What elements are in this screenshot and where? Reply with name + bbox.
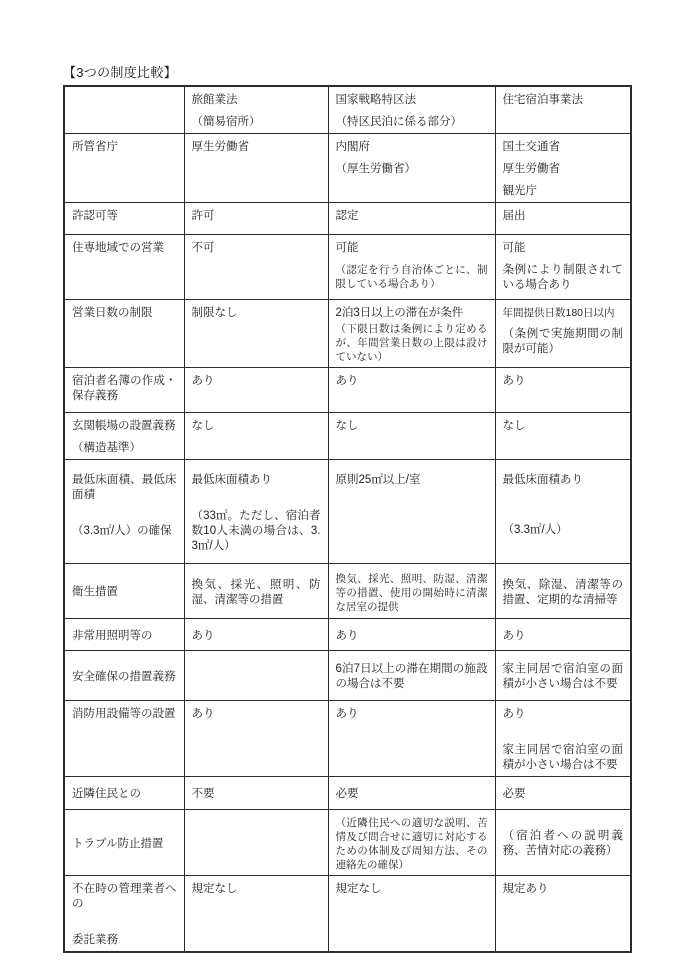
row-label-absentee-management-text: 不在時の管理業者への bbox=[72, 883, 177, 910]
table-row-hygiene bbox=[64, 564, 631, 619]
cell-minimum-floor-area-hotel-business-act bbox=[184, 460, 328, 564]
row-label-trouble-prevention-text: トラブル防止措置 bbox=[72, 837, 164, 850]
table-header-row bbox=[64, 86, 631, 134]
document-title: 【3つの制度比較】 bbox=[63, 65, 177, 80]
row-label-jurisdiction bbox=[64, 134, 184, 203]
cell-guest-register-home-sharing-act bbox=[495, 368, 631, 413]
cell-business-days-limit-strategic-zone-act bbox=[328, 300, 495, 368]
cell-minimum-floor-area-home-sharing-act bbox=[495, 460, 631, 564]
cell-jurisdiction-strategic-zone-act-text: （厚生労働省） bbox=[335, 163, 416, 175]
cell-jurisdiction-home-sharing-act-text: 国土交通省 bbox=[502, 141, 560, 153]
cell-residential-zone-operation-strategic-zone-act bbox=[328, 235, 495, 300]
row-label-business-days-limit bbox=[64, 300, 184, 368]
row-label-residential-zone-operation bbox=[64, 235, 184, 300]
cell-trouble-prevention-home-sharing-act bbox=[495, 810, 631, 876]
cell-emergency-lighting-home-sharing-act bbox=[495, 619, 631, 651]
row-label-minimum-floor-area-text: （3.3㎡/人）の確保 bbox=[72, 525, 172, 537]
cell-safety-measures-strategic-zone-act bbox=[328, 651, 495, 701]
cell-business-days-limit-hotel-business-act-text: 制限なし bbox=[191, 307, 238, 319]
blank-line bbox=[503, 495, 624, 502]
row-label-licensing-text: 許認可等 bbox=[72, 210, 118, 222]
cell-licensing-strategic-zone-act bbox=[328, 203, 495, 235]
cell-jurisdiction-strategic-zone-act bbox=[328, 134, 495, 203]
cell-fire-equipment-home-sharing-act bbox=[495, 701, 631, 777]
cell-emergency-lighting-strategic-zone-act bbox=[328, 619, 495, 651]
cell-safety-measures-home-sharing-act bbox=[495, 651, 631, 701]
row-label-absentee-management-text: 委託業務 bbox=[72, 934, 118, 946]
row-label-hygiene bbox=[64, 564, 184, 619]
cell-licensing-hotel-business-act-text: 許可 bbox=[191, 210, 215, 222]
cell-guest-register-hotel-business-act-text: あり bbox=[191, 375, 215, 387]
cell-trouble-prevention-home-sharing-act-text: （宿泊者への説明義務、苦情対応の義務） bbox=[502, 830, 623, 857]
cell-fire-equipment-strategic-zone-act-text: あり bbox=[335, 708, 359, 720]
cell-fire-equipment-home-sharing-act-text: あり bbox=[502, 708, 526, 720]
blank-line bbox=[503, 729, 624, 736]
header-cell-item bbox=[64, 86, 184, 134]
cell-minimum-floor-area-home-sharing-act-text: （3.3㎡/人） bbox=[502, 524, 568, 536]
cell-licensing-hotel-business-act bbox=[184, 203, 328, 235]
cell-jurisdiction-hotel-business-act-text: 厚生労働省 bbox=[191, 141, 249, 153]
table-row-residential-zone-operation bbox=[64, 235, 631, 300]
table-row-trouble-prevention bbox=[64, 810, 631, 876]
row-label-guest-register-text: 宿泊者名簿の作成・保存義務 bbox=[72, 375, 177, 402]
cell-hygiene-strategic-zone-act-text: 換気、採光、照明、防湿、清潔等の措置、使用の開始時に清潔な居室の提供 bbox=[335, 572, 488, 613]
cell-guest-register-hotel-business-act bbox=[184, 368, 328, 413]
cell-licensing-home-sharing-act-text: 届出 bbox=[502, 210, 526, 222]
table-row-jurisdiction bbox=[64, 134, 631, 203]
header-strategic-zone-act-text: 国家戦略特区法 bbox=[335, 94, 416, 106]
cell-absentee-management-hotel-business-act-text: 規定なし bbox=[191, 883, 238, 895]
header-cell-strategic-zone-act bbox=[328, 86, 495, 134]
cell-guest-register-home-sharing-act-text: あり bbox=[502, 375, 526, 387]
cell-hygiene-strategic-zone-act bbox=[328, 564, 495, 619]
row-label-neighbors-text: 近隣住民との bbox=[72, 788, 141, 800]
cell-fire-equipment-hotel-business-act bbox=[184, 701, 328, 777]
cell-emergency-lighting-hotel-business-act bbox=[184, 619, 328, 651]
cell-trouble-prevention-strategic-zone-act bbox=[328, 810, 495, 876]
cell-front-desk-hotel-business-act bbox=[184, 413, 328, 460]
cell-residential-zone-operation-home-sharing-act bbox=[495, 235, 631, 300]
blank-line bbox=[72, 919, 177, 926]
header-cell-hotel-business-act bbox=[184, 86, 328, 134]
row-label-front-desk-text: （構造基準） bbox=[72, 442, 141, 454]
cell-hygiene-home-sharing-act-text: 換気、除湿、清潔等の措置、定期的な清掃等 bbox=[502, 578, 623, 606]
row-label-front-desk-text: 玄関帳場の設置義務 bbox=[72, 420, 176, 432]
cell-guest-register-strategic-zone-act-text: あり bbox=[335, 375, 359, 387]
cell-licensing-home-sharing-act bbox=[495, 203, 631, 235]
cell-residential-zone-operation-home-sharing-act-text: 可能 bbox=[502, 242, 526, 254]
table-row-minimum-floor-area bbox=[64, 460, 631, 564]
cell-jurisdiction-home-sharing-act-text: 観光庁 bbox=[502, 185, 537, 197]
row-label-fire-equipment-text: 消防用設備等の設置 bbox=[72, 708, 176, 720]
header-cell-home-sharing-act bbox=[495, 86, 631, 134]
blank-line bbox=[503, 509, 624, 516]
cell-residential-zone-operation-hotel-business-act bbox=[184, 235, 328, 300]
cell-absentee-management-strategic-zone-act-text: 規定なし bbox=[335, 883, 382, 895]
row-label-absentee-management bbox=[64, 876, 184, 953]
cell-hygiene-hotel-business-act bbox=[184, 564, 328, 619]
cell-residential-zone-operation-hotel-business-act-text: 不可 bbox=[191, 242, 215, 254]
row-label-minimum-floor-area-text: 最低床面積、最低床面積 bbox=[72, 474, 177, 501]
row-label-neighbors bbox=[64, 777, 184, 810]
cell-business-days-limit-strategic-zone-act-text: （下限日数は条例により定めるが、年間営業日数の上限は設けていない） bbox=[335, 323, 488, 363]
table-row-neighbors bbox=[64, 777, 631, 810]
cell-residential-zone-operation-home-sharing-act-text: 条例により制限されている場合あり bbox=[502, 264, 623, 291]
cell-neighbors-hotel-business-act-text: 不要 bbox=[191, 788, 215, 800]
cell-fire-equipment-hotel-business-act-text: あり bbox=[191, 708, 215, 720]
cell-absentee-management-strategic-zone-act bbox=[328, 876, 495, 953]
row-label-front-desk bbox=[64, 413, 184, 460]
cell-neighbors-strategic-zone-act-text: 必要 bbox=[335, 788, 359, 800]
row-label-emergency-lighting bbox=[64, 619, 184, 651]
header-home-sharing-act-text: 住宅宿泊事業法 bbox=[502, 94, 583, 106]
cell-neighbors-strategic-zone-act bbox=[328, 777, 495, 810]
row-label-business-days-limit-text: 営業日数の制限 bbox=[72, 307, 153, 319]
cell-safety-measures-hotel-business-act bbox=[184, 651, 328, 701]
header-strategic-zone-act-text: （特区民泊に係る部分） bbox=[335, 116, 462, 128]
row-label-hygiene-text: 衛生措置 bbox=[72, 586, 118, 598]
row-label-trouble-prevention bbox=[64, 810, 184, 876]
row-label-minimum-floor-area bbox=[64, 460, 184, 564]
row-label-safety-measures-text: 安全確保の措置義務 bbox=[72, 670, 176, 683]
table-row-licensing bbox=[64, 203, 631, 235]
table-row-emergency-lighting bbox=[64, 619, 631, 651]
table-body bbox=[64, 86, 631, 952]
cell-emergency-lighting-home-sharing-act-text: あり bbox=[502, 629, 526, 642]
cell-hygiene-home-sharing-act bbox=[495, 564, 631, 619]
row-label-emergency-lighting-text: 非常用照明等の bbox=[72, 629, 153, 642]
cell-safety-measures-strategic-zone-act-text: 6泊7日以上の滞在期間の施設の場合は不要 bbox=[335, 663, 488, 690]
cell-neighbors-hotel-business-act bbox=[184, 777, 328, 810]
table-row-business-days-limit bbox=[64, 300, 631, 368]
comparison-table bbox=[63, 85, 632, 953]
cell-guest-register-strategic-zone-act bbox=[328, 368, 495, 413]
cell-absentee-management-home-sharing-act bbox=[495, 876, 631, 953]
cell-front-desk-hotel-business-act-text: なし bbox=[191, 420, 215, 432]
cell-business-days-limit-home-sharing-act-text: 年間提供日数180日以内 bbox=[502, 307, 615, 319]
header-hotel-business-act-text: 旅館業法 bbox=[191, 94, 238, 106]
cell-hygiene-hotel-business-act-text: 換気、採光、照明、防湿、清潔等の措置 bbox=[191, 578, 321, 606]
cell-trouble-prevention-hotel-business-act bbox=[184, 810, 328, 876]
header-hotel-business-act-text: （簡易宿所） bbox=[191, 116, 261, 128]
blank-line bbox=[72, 510, 177, 517]
cell-business-days-limit-home-sharing-act-text: （条例で実施期間の制限が可能） bbox=[502, 328, 623, 355]
cell-absentee-management-home-sharing-act-text: 規定あり bbox=[502, 883, 549, 895]
cell-trouble-prevention-strategic-zone-act-text: （近隣住民への適切な説明、苦情及び問合せに適切に対応するための体制及び周知方法、その連絡先の確保） bbox=[335, 817, 488, 871]
cell-emergency-lighting-strategic-zone-act-text: あり bbox=[335, 629, 359, 642]
table-row-safety-measures bbox=[64, 651, 631, 701]
cell-front-desk-strategic-zone-act bbox=[328, 413, 495, 460]
cell-emergency-lighting-hotel-business-act-text: あり bbox=[191, 629, 215, 642]
cell-business-days-limit-strategic-zone-act-text: 2泊3日以上の滞在が条件 bbox=[335, 307, 464, 319]
cell-front-desk-home-sharing-act bbox=[495, 413, 631, 460]
cell-business-days-limit-home-sharing-act bbox=[495, 300, 631, 368]
table-row-absentee-management bbox=[64, 876, 631, 953]
cell-absentee-management-hotel-business-act bbox=[184, 876, 328, 953]
cell-jurisdiction-home-sharing-act bbox=[495, 134, 631, 203]
cell-front-desk-home-sharing-act-text: なし bbox=[502, 420, 526, 432]
cell-residential-zone-operation-strategic-zone-act-text: （認定を行う自治体ごとに、制限している場合あり） bbox=[335, 264, 488, 290]
cell-fire-equipment-home-sharing-act-text: 家主同居で宿泊室の面積が小さい場合は不要 bbox=[502, 744, 623, 771]
row-label-licensing bbox=[64, 203, 184, 235]
cell-minimum-floor-area-hotel-business-act-text: （33㎡。ただし、宿泊者数10人未満の場合は、3.3㎡/人） bbox=[191, 510, 321, 552]
cell-jurisdiction-home-sharing-act-text: 厚生労働省 bbox=[502, 163, 560, 175]
cell-neighbors-home-sharing-act bbox=[495, 777, 631, 810]
cell-neighbors-home-sharing-act-text: 必要 bbox=[502, 788, 526, 800]
cell-residential-zone-operation-strategic-zone-act-text: 可能 bbox=[335, 242, 359, 254]
cell-minimum-floor-area-strategic-zone-act bbox=[328, 460, 495, 564]
cell-licensing-strategic-zone-act-text: 認定 bbox=[335, 210, 359, 222]
row-label-fire-equipment bbox=[64, 701, 184, 777]
cell-minimum-floor-area-hotel-business-act-text: 最低床面積あり bbox=[191, 474, 272, 486]
row-label-residential-zone-operation-text: 住専地域での営業 bbox=[72, 242, 164, 254]
row-label-safety-measures bbox=[64, 651, 184, 701]
table-row-fire-equipment bbox=[64, 701, 631, 777]
cell-business-days-limit-hotel-business-act bbox=[184, 300, 328, 368]
row-label-guest-register bbox=[64, 368, 184, 413]
cell-jurisdiction-strategic-zone-act-text: 内閣府 bbox=[335, 141, 370, 153]
cell-front-desk-strategic-zone-act-text: なし bbox=[335, 420, 359, 432]
row-label-jurisdiction-text: 所管省庁 bbox=[72, 141, 118, 153]
table-row-front-desk bbox=[64, 413, 631, 460]
table-row-guest-register bbox=[64, 368, 631, 413]
cell-fire-equipment-strategic-zone-act bbox=[328, 701, 495, 777]
cell-minimum-floor-area-strategic-zone-act-text: 原則25㎡以上/室 bbox=[335, 474, 421, 486]
blank-line bbox=[192, 495, 321, 502]
cell-minimum-floor-area-home-sharing-act-text: 最低床面積あり bbox=[502, 474, 583, 486]
cell-safety-measures-home-sharing-act-text: 家主同居で宿泊室の面積が小さい場合は不要 bbox=[502, 663, 623, 690]
cell-jurisdiction-hotel-business-act bbox=[184, 134, 328, 203]
